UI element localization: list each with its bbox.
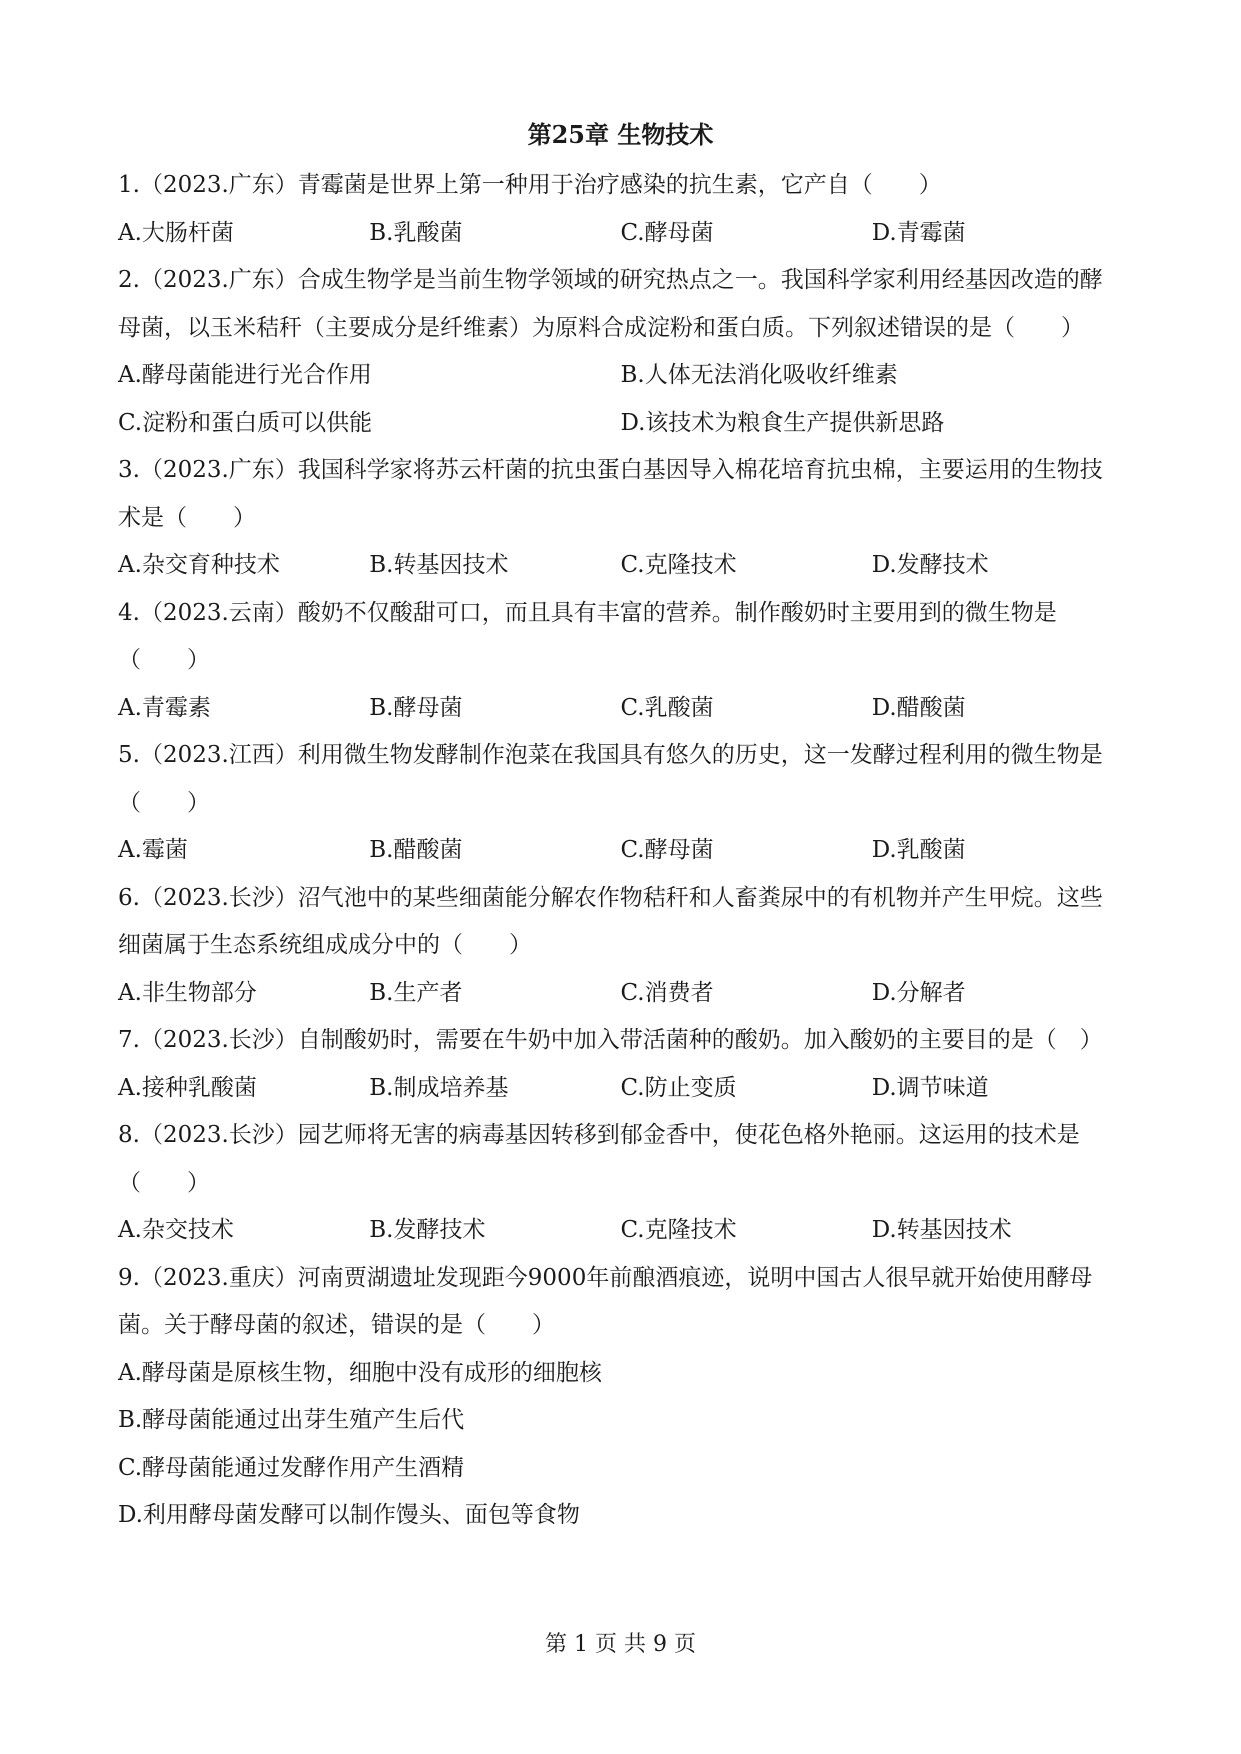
options — [118, 542, 1123, 590]
option-c: C.消费者 — [620, 979, 714, 1006]
option-a: A.大肠杆菌 — [118, 219, 234, 246]
option-d: D.分解者 — [871, 979, 966, 1006]
option-a: A.霉菌 — [118, 837, 188, 863]
option-d: D.青霉菌 — [871, 219, 966, 246]
option-c: C.酵母菌 — [620, 219, 714, 246]
question-stem: 6.（2023.长沙）沼气池中的某些细菌能分解农作物秸秆和人畜粪尿中的有机物并产生甲烷。这些细菌属于生态系统组成成分中的（ ） — [118, 884, 1103, 958]
question-stem: 3.（2023.广东）我国科学家将苏云杆菌的抗虫蛋白基因导入棉花培育抗虫棉，主要运用的生物技术是（ ） — [118, 457, 1103, 531]
question-4 — [118, 590, 1123, 733]
options — [118, 1350, 1123, 1540]
option-c: C.酵母菌能通过发酵作用产生酒精 — [118, 1454, 465, 1481]
question-5 — [118, 732, 1123, 875]
question-1 — [118, 162, 1123, 257]
question-2 — [118, 257, 1123, 447]
options — [118, 827, 1123, 875]
question-9 — [118, 1255, 1123, 1540]
option-b: B.人体无法消化吸收纤维素 — [620, 362, 898, 388]
option-b: B.发酵技术 — [369, 1217, 486, 1243]
options — [118, 352, 1123, 447]
option-c: C.淀粉和蛋白质可以供能 — [118, 409, 373, 436]
option-b: B.制成培养基 — [369, 1074, 509, 1101]
question-stem: 9.（2023.重庆）河南贾湖遗址发现距今9000年前酿酒痕迹，说明中国古人很早就开始使用酵母菌。关于酵母菌的叙述，错误的是（ ） — [118, 1264, 1093, 1338]
question-3 — [118, 447, 1123, 590]
option-b: B.乳酸菌 — [369, 219, 463, 246]
option-a: A.杂交育种技术 — [118, 552, 280, 578]
question-stem: 4.（2023.云南）酸奶不仅酸甜可口，而且具有丰富的营养。制作酸奶时主要用到的微生物是（ ） — [118, 599, 1057, 673]
question-stem: 8.（2023.长沙）园艺师将无害的病毒基因转移到郁金香中，使花色格外艳丽。这运用的技术是（ ） — [118, 1122, 1080, 1196]
option-b: B.酵母菌能通过出芽生殖产生后代 — [118, 1407, 465, 1433]
page-number: 第 1 页 共 9 页 — [545, 1632, 696, 1657]
options — [118, 210, 1123, 258]
options — [118, 1065, 1123, 1113]
option-b: B.酵母菌 — [369, 694, 463, 721]
question-7 — [118, 1017, 1123, 1112]
question-stem: 5.（2023.江西）利用微生物发酵制作泡菜在我国具有悠久的历史，这一发酵过程利用的微生物是（ ） — [118, 742, 1103, 816]
chapter-title: 第25章 生物技术 — [527, 120, 714, 149]
option-a: A.非生物部分 — [118, 979, 257, 1006]
option-c: C.酵母菌 — [620, 837, 714, 863]
option-d: D.该技术为粮食生产提供新思路 — [620, 409, 945, 436]
question-stem: 1.（2023.广东）青霉菌是世界上第一种用于治疗感染的抗生素，它产自（ ） — [118, 172, 942, 198]
option-d: D.转基因技术 — [871, 1217, 1012, 1243]
option-a: A.青霉素 — [118, 694, 211, 721]
option-a: A.杂交技术 — [118, 1217, 234, 1243]
options — [118, 970, 1123, 1018]
option-d: D.乳酸菌 — [871, 837, 966, 863]
options — [118, 1207, 1123, 1255]
options — [118, 685, 1123, 733]
option-b: B.醋酸菌 — [369, 837, 463, 863]
question-stem: 7.（2023.长沙）自制酸奶时，需要在牛奶中加入带活菌种的酸奶。加入酸奶的主要目的是（ ） — [118, 1027, 1103, 1053]
option-d: D.调节味道 — [871, 1074, 989, 1101]
option-d: D.醋酸菌 — [871, 694, 966, 721]
option-a: A.接种乳酸菌 — [118, 1074, 257, 1101]
question-list — [118, 162, 1123, 1540]
option-c: C.乳酸菌 — [620, 694, 714, 721]
option-c: C.防止变质 — [620, 1074, 737, 1101]
option-c: C.克隆技术 — [620, 1217, 737, 1243]
option-b: B.转基因技术 — [369, 552, 509, 578]
option-d: D.发酵技术 — [871, 552, 989, 578]
question-6 — [118, 875, 1123, 1018]
question-8 — [118, 1112, 1123, 1255]
option-b: B.生产者 — [369, 979, 463, 1006]
option-c: C.克隆技术 — [620, 552, 737, 578]
option-a: A.酵母菌能进行光合作用 — [118, 362, 372, 388]
question-stem: 2.（2023.广东）合成生物学是当前生物学领域的研究热点之一。我国科学家利用经基因改造的酵母菌，以玉米秸秆（主要成分是纤维素）为原料合成淀粉和蛋白质。下列叙述错误的是（ ） — [118, 267, 1103, 341]
option-a: A.酵母菌是原核生物，细胞中没有成形的细胞核 — [118, 1359, 602, 1386]
option-d: D.利用酵母菌发酵可以制作馒头、面包等食物 — [118, 1502, 580, 1528]
